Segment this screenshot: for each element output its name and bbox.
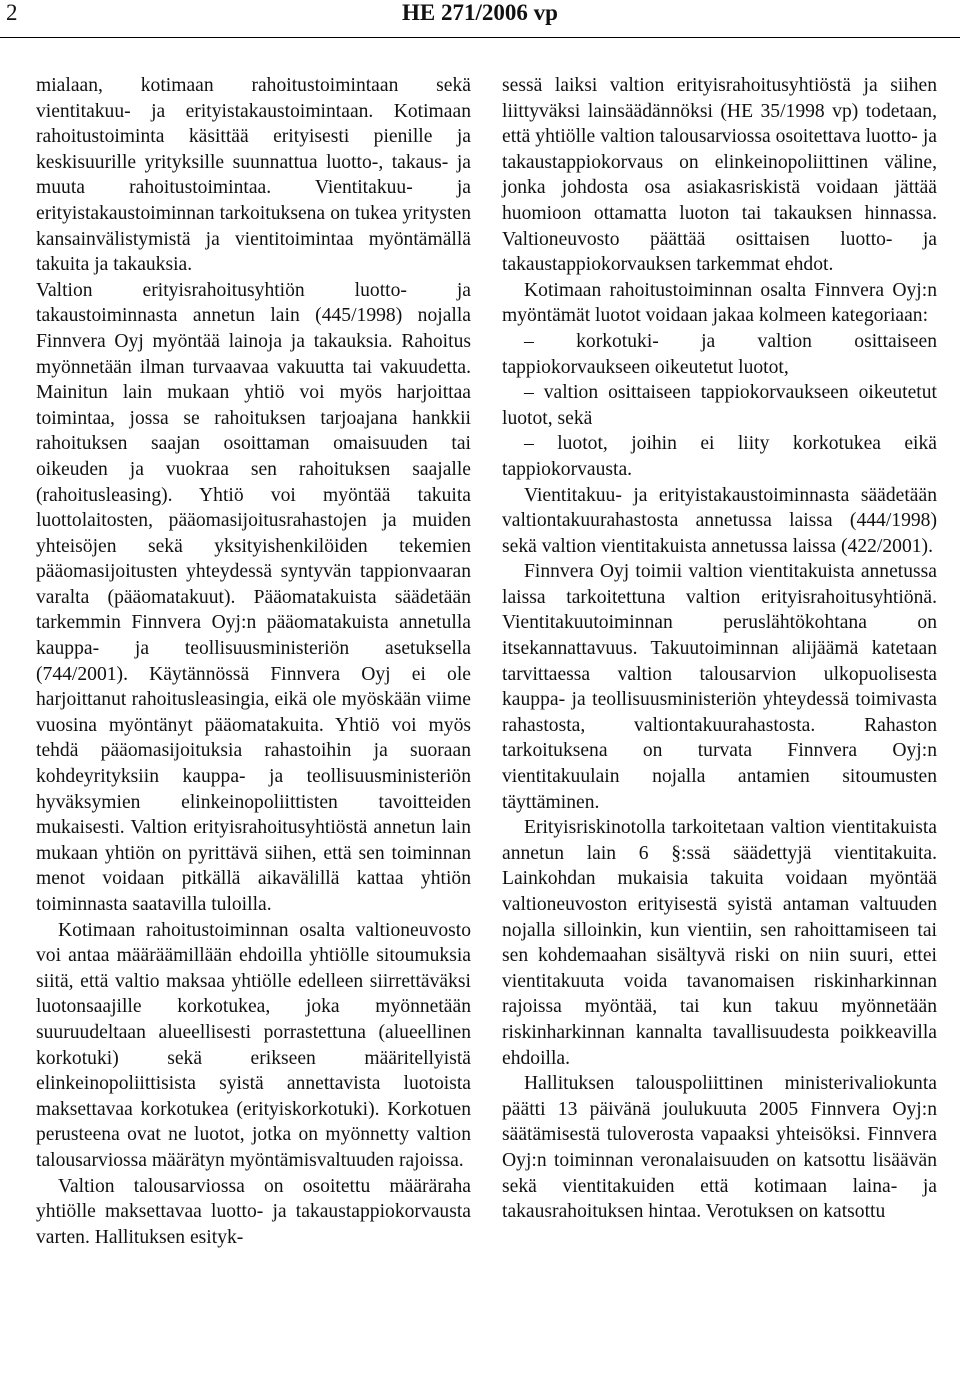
list-item: – korkotuki- ja valtion osittaiseen tappiokorvaukseen oikeutetut luotot,: [502, 330, 937, 378]
paragraph: Valtion talousarviossa on osoitettu määräraha yhtiölle maksettavaa luotto- ja takaustappiokorvausta varten. Hallituksen esityk-: [36, 1175, 471, 1248]
paragraph: Hallituksen talouspoliittinen ministerivaliokunta päätti 13 päivänä joulukuuta 2005 Finnvera Oyj:n säätämisestä tuloverosta vapaaksi yhteisöksi. Finnvera Oyj:n toiminnan veronalaisuuden on katsottu lisäävän sekä vientitakuiden että kotimaan laina- ja takausrahoituksen hintaa. Verotuksen on katsottu: [502, 1073, 937, 1223]
page-number: 2: [6, 0, 18, 25]
document-reference: HE 271/2006 vp: [402, 0, 558, 25]
paragraph: Valtion erityisrahoitusyhtiön luotto- ja takaustoiminnasta annetun lain (445/1998) nojalla Finnvera Oyj myöntää lainoja ja takauksia. Rahoitus myönnetään ilman turvaavaa vakuutta tai vakuudetta. Mainitun lain mukaan yhtiö voi myös harjoittaa toimintaa, jossa se rahoituksen tarjoajana hankkii rahoituksen saajan osoittaman omaisuuden tai oikeuden ja vuokraa sen rahoituksen saajalle (rahoitusleasing). Yhtiö voi myöntää takuita luottolaitosten, pääomasijoitusrahastojen ja muiden yhteisöjen sekä yksityishenkilöiden tekemien pääomasijoitusten yhteydessä syntyvän tappionvaaran varalta (pääomatakuut). Pääomatakuista säädetään tarkemmin Finnvera Oyj:n pääomatakuista annetulla kauppa- ja teollisuusministeriön asetuksella (744/2001). Käytännössä Finnvera Oyj ei ole harjoittanut rahoitusleasingia, eikä ole myöskään viime vuosina myöntänyt pääomatakuita. Yhtiö voi myös tehdä pääomasijoituksia rahastoihin ja suoraan kohdeyrityksiin kauppa- ja teollisuusministeriön hyväksymien elinkeinopoliittisten tavoitteiden mukaisesti. Valtion erityisrahoitusyhtiöstä annetun lain mukaan yhtiön on pyrittävä siihen, että sen toiminnan menot voidaan pitkällä aikavälillä kattaa yhtiön toiminnasta saatavilla tuloilla.: [36, 279, 471, 915]
paragraph: Kotimaan rahoitustoiminnan osalta Finnvera Oyj:n myöntämät luotot voidaan jakaa kolmeen kategoriaan:: [502, 279, 937, 327]
right-column: [502, 73, 937, 1225]
paragraph: mialaan, kotimaan rahoitustoimintaan sekä vientitakuu- ja erityistakaustoimintaan. Kotimaan rahoitustoiminta käsittää erityisesti pienille ja keskisuurille yrityksille suunnattua luotto-, takaus- ja muuta rahoitustoimintaa. Vientitakuu- ja erityistakaustoiminnan tarkoituksena on tukea yritysten kansainvälistymistä ja vientitoimintaa myöntämällä takuita ja takauksia.: [36, 75, 471, 276]
paragraph: Erityisriskinotolla tarkoitetaan valtion vientitakuista annetun lain 6 §:ssä säädettyjä vientitakuita. Lainkohdan mukaisia takuita voidaan myöntää valtioneuvoston erityisestä syistä antaman valtuuden nojalla silloinkin, kun vientiin, sen rahoittamiseen tai sen kohdemaahan sisältyvä riski on niin suuri, ettei vientitakuuta voida tavanomaisen riskinharkinnan rajoissa myöntää, tai kun takuu myönnetään riskinharkinnan kannalta tavallisuudesta poikkeavilla ehdoilla.: [502, 817, 937, 1069]
list-item: – valtion osittaiseen tappiokorvaukseen oikeutetut luotot, sekä: [502, 382, 937, 429]
paragraph: Kotimaan rahoitustoiminnan osalta valtioneuvosto voi antaa määräämillään ehdoilla yhtiölle sitoumuksia siitä, että valtio maksaa yhtiölle edelleen siirrettäväksi luotonsaajille korkotukea, joka myönnetään suuruudeltaan alueellisesti porrastettuna (alueellinen korkotuki) sekä erikseen määritellyistä elinkeinopoliittisista syistä annettavista luotoista maksettavaa korkotukea (erityiskorkotuki). Korkotuen perusteena ovat ne luotot, jotka on myönnetty valtion talousarviossa määrätyn myöntämisvaltuuden rajoissa.: [36, 919, 471, 1171]
left-column: [36, 73, 471, 1250]
paragraph: sessä laiksi valtion erityisrahoitusyhtiöstä ja siihen liittyväksi lainsäädännöksi (HE 35/1998 vp) todetaan, että yhtiölle valtion talousarviossa osoitettava luotto- ja takaustappiokorvaus on elinkeinopoliittinen väline, jonka johdosta osa asiakasriskistä voidaan jättää huomioon ottamatta luoton tai takauksen hinnassa. Valtioneuvosto päättää osittaisen luotto- ja takaustappiokorvauksen tarkemmat ehdot.: [502, 75, 937, 276]
paragraph: Vientitakuu- ja erityistakaustoiminnasta säädetään valtiontakuurahastosta annetussa laissa (444/1998) sekä valtion vientitakuista annetussa laissa (422/2001).: [502, 484, 937, 557]
header-rule: [0, 37, 960, 38]
list-item: – luotot, joihin ei liity korkotukea eikä tappiokorvausta.: [502, 433, 937, 480]
paragraph: Finnvera Oyj toimii valtion vientitakuista annetussa laissa tarkoitettuna valtion erityisrahoitusyhtiönä. Vientitakuutoiminnan peruslähtökohtana on itsekannattavuus. Takuutoiminnan alijäämä katetaan tarvittaessa valtion talousarvion ulkopuolisesta kauppa- ja teollisuusministeriön yhteydessä toimivasta rahastosta, valtiontakuurahastosta. Rahaston tarkoituksena on turvata Finnvera Oyj:n vientitakuulain nojalla antamien sitoumusten täyttäminen.: [502, 561, 937, 813]
